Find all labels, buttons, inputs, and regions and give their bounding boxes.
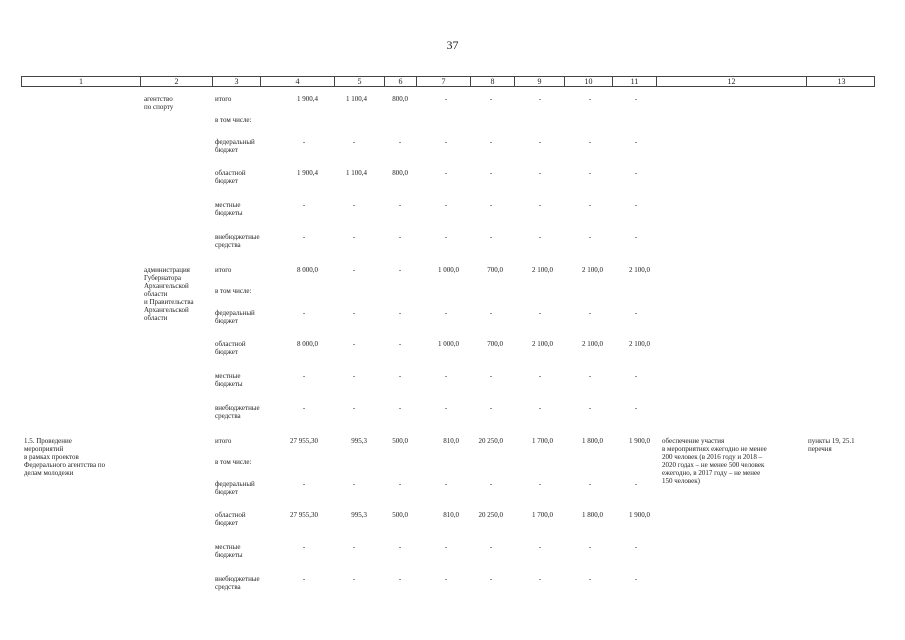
header-cell-11: 11: [612, 77, 656, 86]
value-cell: -: [489, 575, 493, 583]
value-cell: -: [398, 340, 402, 348]
header-cell-6: 6: [384, 77, 416, 86]
value-cell: -: [634, 138, 638, 146]
value-cell: -: [302, 309, 306, 317]
value-cell: 1 100,4: [346, 95, 367, 103]
value-cell: -: [352, 309, 356, 317]
value-cell: 700,0: [487, 340, 503, 348]
value-cell: -: [489, 201, 493, 209]
header-cell-5: 5: [334, 77, 384, 86]
value-cell: -: [352, 480, 356, 488]
value-cell: 1 000,0: [438, 340, 459, 348]
funding-source-label: федеральный бюджет: [215, 480, 255, 496]
value-cell: -: [588, 404, 592, 412]
header-cell-2: 2: [140, 77, 212, 86]
value-cell: 20 250,0: [478, 511, 503, 519]
value-cell: -: [302, 480, 306, 488]
value-cell: -: [489, 233, 493, 241]
value-cell: 1 000,0: [438, 266, 459, 274]
value-cell: -: [538, 201, 542, 209]
executor-name: агентство по спорту: [144, 95, 174, 111]
value-cell: -: [588, 138, 592, 146]
value-cell: -: [634, 480, 638, 488]
value-cell: -: [302, 575, 306, 583]
value-cell: 8 000,0: [297, 266, 318, 274]
value-cell: -: [489, 95, 493, 103]
value-cell: -: [398, 372, 402, 380]
value-cell: -: [302, 404, 306, 412]
value-cell: -: [352, 404, 356, 412]
value-cell: 2 100,0: [582, 340, 603, 348]
funding-source-label: в том числе:: [215, 116, 252, 124]
value-cell: -: [634, 575, 638, 583]
value-cell: 2 100,0: [629, 340, 650, 348]
value-cell: -: [444, 233, 448, 241]
value-cell: -: [588, 233, 592, 241]
value-cell: -: [444, 575, 448, 583]
funding-source-label: итого: [215, 95, 232, 103]
value-cell: -: [352, 543, 356, 551]
value-cell: 500,0: [392, 511, 408, 519]
funding-source-label: внебюджетные средства: [215, 233, 260, 249]
value-cell: 1 900,0: [629, 437, 650, 445]
value-cell: -: [444, 138, 448, 146]
value-cell: -: [634, 201, 638, 209]
funding-source-label: местные бюджеты: [215, 372, 243, 388]
value-cell: -: [444, 309, 448, 317]
value-cell: -: [634, 372, 638, 380]
value-cell: 995,3: [351, 437, 367, 445]
value-cell: 1 700,0: [532, 511, 553, 519]
value-cell: 810,0: [443, 437, 459, 445]
value-cell: 2 100,0: [532, 340, 553, 348]
value-cell: -: [634, 543, 638, 551]
value-cell: 2 100,0: [532, 266, 553, 274]
value-cell: -: [588, 543, 592, 551]
value-cell: 8 000,0: [297, 340, 318, 348]
value-cell: 800,0: [392, 95, 408, 103]
value-cell: -: [352, 575, 356, 583]
executor-name: администрация Губернатора Архангельской области и Правительства Архангельской области: [144, 266, 194, 322]
value-cell: 1 900,4: [297, 95, 318, 103]
value-cell: 500,0: [392, 437, 408, 445]
value-cell: -: [352, 372, 356, 380]
value-cell: -: [302, 543, 306, 551]
header-cell-12: 12: [656, 77, 806, 86]
value-cell: 2 100,0: [582, 266, 603, 274]
value-cell: -: [588, 95, 592, 103]
funding-source-label: федеральный бюджет: [215, 309, 255, 325]
value-cell: -: [538, 575, 542, 583]
value-cell: -: [489, 543, 493, 551]
value-cell: -: [489, 480, 493, 488]
value-cell: -: [588, 201, 592, 209]
value-cell: 810,0: [443, 511, 459, 519]
value-cell: -: [444, 372, 448, 380]
value-cell: -: [352, 266, 356, 274]
funding-source-label: в том числе:: [215, 287, 252, 295]
value-cell: -: [489, 372, 493, 380]
funding-source-label: внебюджетные средства: [215, 404, 260, 420]
table-header-row: [21, 76, 875, 87]
funding-source-label: итого: [215, 266, 232, 274]
funding-source-label: федеральный бюджет: [215, 138, 255, 154]
value-cell: -: [444, 543, 448, 551]
value-cell: -: [588, 169, 592, 177]
value-cell: -: [634, 95, 638, 103]
value-cell: -: [538, 309, 542, 317]
value-cell: -: [588, 480, 592, 488]
value-cell: -: [352, 233, 356, 241]
value-cell: 800,0: [392, 169, 408, 177]
value-cell: -: [302, 138, 306, 146]
value-cell: -: [398, 543, 402, 551]
funding-source-label: внебюджетные средства: [215, 575, 260, 591]
header-cell-8: 8: [470, 77, 514, 86]
value-cell: -: [352, 340, 356, 348]
value-cell: -: [489, 404, 493, 412]
value-cell: -: [444, 480, 448, 488]
value-cell: 27 955,30: [290, 437, 318, 445]
value-cell: -: [588, 372, 592, 380]
funding-source-label: местные бюджеты: [215, 543, 243, 559]
value-cell: -: [398, 233, 402, 241]
value-cell: -: [398, 480, 402, 488]
value-cell: -: [302, 201, 306, 209]
header-cell-7: 7: [416, 77, 470, 86]
header-cell-10: 10: [564, 77, 612, 86]
value-cell: -: [538, 404, 542, 412]
value-cell: 1 800,0: [582, 437, 603, 445]
header-cell-1: 1: [79, 77, 83, 86]
value-cell: -: [398, 575, 402, 583]
value-cell: -: [538, 480, 542, 488]
link-to-list: пункты 19, 25.1 перечня: [808, 437, 855, 453]
value-cell: -: [302, 372, 306, 380]
value-cell: -: [352, 201, 356, 209]
value-cell: -: [444, 169, 448, 177]
value-cell: -: [538, 138, 542, 146]
value-cell: -: [489, 138, 493, 146]
value-cell: -: [398, 138, 402, 146]
value-cell: -: [538, 372, 542, 380]
value-cell: 27 955,30: [290, 511, 318, 519]
value-cell: -: [588, 309, 592, 317]
expected-result: обеспечение участия в мероприятиях ежегодно не менее 200 человек (в 2016 году и 2018 – 2020 годах – не менее 500 человек ежегодно, в 2017 году – не менее 150 человек): [662, 437, 767, 485]
value-cell: -: [489, 169, 493, 177]
value-cell: 1 900,0: [629, 511, 650, 519]
header-cell-13: 13: [806, 77, 876, 86]
value-cell: -: [398, 309, 402, 317]
value-cell: -: [398, 201, 402, 209]
value-cell: -: [444, 201, 448, 209]
value-cell: -: [538, 543, 542, 551]
value-cell: -: [588, 575, 592, 583]
value-cell: 1 700,0: [532, 437, 553, 445]
page-number: 37: [446, 38, 459, 52]
value-cell: -: [634, 233, 638, 241]
value-cell: -: [444, 404, 448, 412]
header-cell-4: 4: [260, 77, 334, 86]
value-cell: -: [538, 95, 542, 103]
value-cell: 20 250,0: [478, 437, 503, 445]
value-cell: -: [352, 138, 356, 146]
value-cell: -: [634, 404, 638, 412]
value-cell: -: [489, 309, 493, 317]
value-cell: 995,3: [351, 511, 367, 519]
value-cell: -: [398, 266, 402, 274]
value-cell: -: [634, 169, 638, 177]
funding-source-label: областной бюджет: [215, 511, 246, 527]
value-cell: -: [398, 404, 402, 412]
header-cell-3: 3: [212, 77, 260, 86]
funding-source-label: областной бюджет: [215, 340, 246, 356]
value-cell: -: [444, 95, 448, 103]
funding-source-label: итого: [215, 437, 232, 445]
value-cell: -: [538, 169, 542, 177]
funding-source-label: местные бюджеты: [215, 201, 243, 217]
value-cell: -: [538, 233, 542, 241]
header-cell-9: 9: [514, 77, 564, 86]
value-cell: -: [302, 233, 306, 241]
value-cell: 1 100,4: [346, 169, 367, 177]
value-cell: 1 800,0: [582, 511, 603, 519]
activity-name: 1.5. Проведение мероприятий в рамках проектов Федерального агентства по делам молодежи: [24, 437, 106, 477]
value-cell: 2 100,0: [629, 266, 650, 274]
value-cell: 1 900,4: [297, 169, 318, 177]
value-cell: -: [634, 309, 638, 317]
funding-source-label: областной бюджет: [215, 169, 246, 185]
funding-source-label: в том числе:: [215, 458, 252, 466]
value-cell: 700,0: [487, 266, 503, 274]
